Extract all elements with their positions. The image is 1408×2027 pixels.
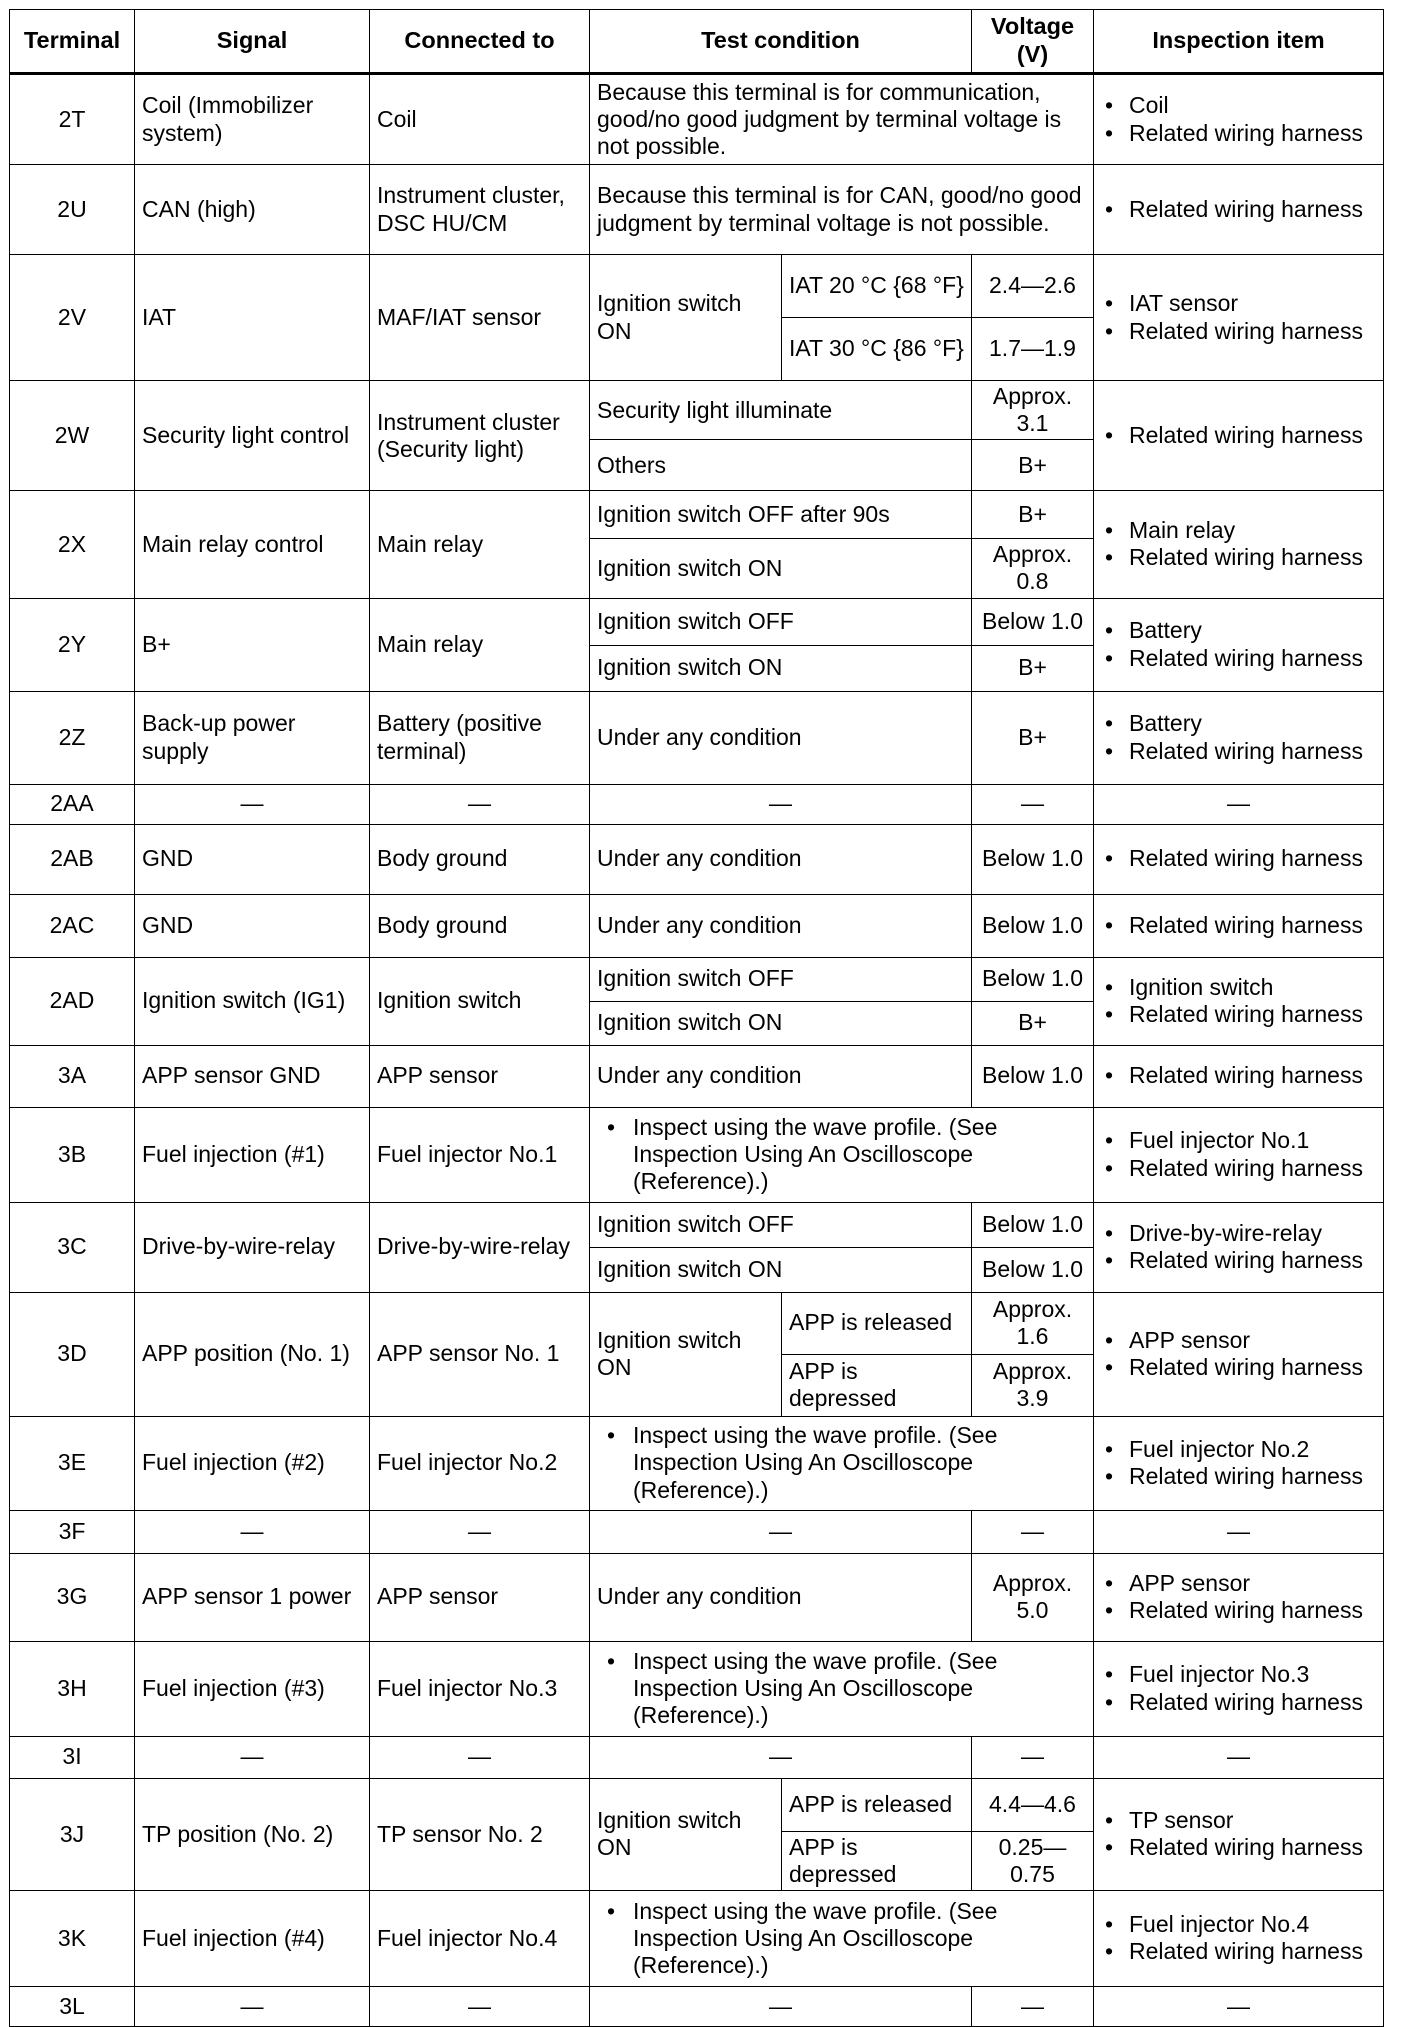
inspection-item-cell (1094, 255, 1384, 381)
connected-cell: Drive-by-wire-relay (370, 1202, 590, 1292)
table-row (10, 381, 1384, 440)
connected-cell: Body ground (370, 824, 590, 894)
table-row (10, 1553, 1384, 1641)
inspection-item-cell (1094, 1202, 1384, 1292)
connected-cell: MAF/IAT sensor (370, 255, 590, 381)
test-condition-cell (590, 1416, 1094, 1510)
table-body (10, 74, 1384, 2027)
list-item: • Related wiring harness (1101, 738, 1376, 765)
list-item: • Inspect using the wave profile. (See Inspection Using An Oscilloscope (Reference).) (597, 1422, 1086, 1503)
bullet-list (1101, 974, 1376, 1028)
header-terminal: Terminal (10, 10, 135, 74)
connected-cell: Fuel injector No.1 (370, 1107, 590, 1202)
terminal-cell: 3H (10, 1641, 135, 1736)
voltage-cell: B+ (972, 491, 1094, 539)
empty-cell: — (972, 784, 1094, 824)
inspection-item-cell (1094, 598, 1384, 691)
table-row (10, 1107, 1384, 1202)
terminal-cell: 3G (10, 1553, 135, 1641)
terminal-cell: 3F (10, 1510, 135, 1553)
empty-cell: — (590, 784, 972, 824)
bullet-list (1101, 912, 1376, 939)
empty-cell: — (135, 1510, 370, 1553)
test-condition-cell: Ignition switch OFF (590, 957, 972, 1001)
voltage-cell: Below 1.0 (972, 894, 1094, 957)
test-condition-cell: Under any condition (590, 691, 972, 784)
empty-cell: — (1094, 1510, 1384, 1553)
table-row (10, 1416, 1384, 1510)
table-row (10, 1510, 1384, 1553)
header-connected-to: Connected to (370, 10, 590, 74)
terminal-cell: 2AA (10, 784, 135, 824)
connected-cell: APP sensor (370, 1553, 590, 1641)
voltage-cell: B+ (972, 440, 1094, 491)
bullet-list (1101, 1807, 1376, 1861)
list-item: • IAT sensor (1101, 290, 1376, 317)
table-row (10, 491, 1384, 539)
test-condition-cell: Others (590, 440, 972, 491)
list-item: • Inspect using the wave profile. (See Inspection Using An Oscilloscope (Reference).) (597, 1648, 1086, 1729)
signal-cell: Coil (Immobilizer system) (135, 74, 370, 165)
voltage-cell: B+ (972, 1001, 1094, 1045)
sub-condition-cell: APP is depressed (782, 1831, 972, 1890)
table-row (10, 1292, 1384, 1354)
empty-cell: — (370, 784, 590, 824)
test-condition-cell: Ignition switch ON (590, 539, 972, 598)
table-row (10, 1778, 1384, 1831)
terminal-cell: 3C (10, 1202, 135, 1292)
voltage-cell: 4.4—4.6 (972, 1778, 1094, 1831)
terminal-cell: 3J (10, 1778, 135, 1890)
bullet-list (597, 1898, 1086, 1979)
sub-condition-cell: IAT 30 °C {86 °F} (782, 318, 972, 381)
inspection-item-cell (1094, 1778, 1384, 1890)
voltage-cell: Below 1.0 (972, 1247, 1094, 1292)
table-row (10, 255, 1384, 318)
voltage-cell: 1.7—1.9 (972, 318, 1094, 381)
list-item: • APP sensor (1101, 1570, 1376, 1597)
signal-cell: Fuel injection (#3) (135, 1641, 370, 1736)
bullet-list (1101, 617, 1376, 671)
bullet-list (1101, 196, 1376, 223)
list-item: • Related wiring harness (1101, 1597, 1376, 1624)
bullet-list (1101, 517, 1376, 571)
signal-cell: Security light control (135, 381, 370, 491)
voltage-cell: Approx. 5.0 (972, 1553, 1094, 1641)
list-item: • Related wiring harness (1101, 544, 1376, 571)
bullet-list (1101, 290, 1376, 344)
test-condition-cell: Under any condition (590, 824, 972, 894)
list-item: • Coil (1101, 92, 1376, 119)
signal-cell: Drive-by-wire-relay (135, 1202, 370, 1292)
test-condition-cell: Ignition switch OFF (590, 1202, 972, 1247)
empty-cell: — (590, 1510, 972, 1553)
inspection-item-cell (1094, 491, 1384, 598)
inspection-item-cell (1094, 1107, 1384, 1202)
voltage-cell: Below 1.0 (972, 1045, 1094, 1107)
voltage-cell: Below 1.0 (972, 1202, 1094, 1247)
terminal-cell: 2Z (10, 691, 135, 784)
signal-cell: TP position (No. 2) (135, 1778, 370, 1890)
voltage-cell: Approx. 1.6 (972, 1292, 1094, 1354)
list-item: • Fuel injector No.3 (1101, 1661, 1376, 1688)
header-voltage: Voltage (V) (972, 10, 1094, 74)
list-item: • TP sensor (1101, 1807, 1376, 1834)
table-row (10, 824, 1384, 894)
signal-cell: APP sensor GND (135, 1045, 370, 1107)
connected-cell: Body ground (370, 894, 590, 957)
list-item: • Battery (1101, 710, 1376, 737)
inspection-item-cell (1094, 1292, 1384, 1416)
table-row (10, 1736, 1384, 1778)
terminal-cell: 2AC (10, 894, 135, 957)
signal-cell: Main relay control (135, 491, 370, 598)
inspection-item-cell (1094, 381, 1384, 491)
connected-cell: Battery (positive terminal) (370, 691, 590, 784)
voltage-cell: B+ (972, 691, 1094, 784)
empty-cell: — (972, 1986, 1094, 2026)
test-condition-cell: Because this terminal is for CAN, good/no good judgment by terminal voltage is not possible. (590, 165, 1094, 255)
signal-cell: APP sensor 1 power (135, 1553, 370, 1641)
signal-cell: GND (135, 894, 370, 957)
voltage-cell: Approx. 0.8 (972, 539, 1094, 598)
list-item: • Related wiring harness (1101, 1463, 1376, 1490)
test-condition-cell: Ignition switch ON (590, 255, 782, 381)
test-condition-cell: Under any condition (590, 1045, 972, 1107)
empty-cell: — (590, 1736, 972, 1778)
bullet-list (1101, 92, 1376, 146)
terminal-cell: 3B (10, 1107, 135, 1202)
test-condition-cell: Security light illuminate (590, 381, 972, 440)
terminal-cell: 3I (10, 1736, 135, 1778)
table-row (10, 1045, 1384, 1107)
terminal-cell: 3D (10, 1292, 135, 1416)
list-item: • Related wiring harness (1101, 1354, 1376, 1381)
voltage-cell: 0.25—0.75 (972, 1831, 1094, 1890)
test-condition-cell: Because this terminal is for communication, good/no good judgment by terminal voltage is not possible. (590, 74, 1094, 165)
voltage-cell: Approx. 3.9 (972, 1354, 1094, 1416)
terminal-cell: 2Y (10, 598, 135, 691)
table-row (10, 894, 1384, 957)
list-item: • Related wiring harness (1101, 120, 1376, 147)
test-condition-cell (590, 1890, 1094, 1986)
list-item: • Fuel injector No.1 (1101, 1127, 1376, 1154)
inspection-item-cell (1094, 74, 1384, 165)
terminal-cell: 3A (10, 1045, 135, 1107)
list-item: • Related wiring harness (1101, 1938, 1376, 1965)
terminal-cell: 2X (10, 491, 135, 598)
inspection-item-cell (1094, 957, 1384, 1045)
signal-cell: Fuel injection (#2) (135, 1416, 370, 1510)
bullet-list (1101, 1570, 1376, 1624)
test-condition-cell: Ignition switch ON (590, 1778, 782, 1890)
bullet-list (1101, 1911, 1376, 1965)
terminal-cell: 2T (10, 74, 135, 165)
test-condition-cell: Ignition switch ON (590, 1247, 972, 1292)
table-row (10, 691, 1384, 784)
list-item: • Related wiring harness (1101, 1834, 1376, 1861)
inspection-item-cell (1094, 824, 1384, 894)
test-condition-cell: Ignition switch OFF (590, 598, 972, 645)
terminal-cell: 3E (10, 1416, 135, 1510)
voltage-cell: Approx. 3.1 (972, 381, 1094, 440)
list-item: • Battery (1101, 617, 1376, 644)
test-condition-cell: Under any condition (590, 1553, 972, 1641)
list-item: • APP sensor (1101, 1327, 1376, 1354)
test-condition-cell: Under any condition (590, 894, 972, 957)
signal-cell: Back-up power supply (135, 691, 370, 784)
terminal-cell: 2AD (10, 957, 135, 1045)
connected-cell: APP sensor (370, 1045, 590, 1107)
terminal-cell: 2W (10, 381, 135, 491)
list-item: • Related wiring harness (1101, 1247, 1376, 1274)
test-condition-cell: Ignition switch OFF after 90s (590, 491, 972, 539)
inspection-item-cell (1094, 1045, 1384, 1107)
signal-cell: GND (135, 824, 370, 894)
bullet-list (1101, 1062, 1376, 1089)
test-condition-cell (590, 1641, 1094, 1736)
bullet-list (1101, 1327, 1376, 1381)
bullet-list (1101, 1220, 1376, 1274)
inspection-item-cell (1094, 1416, 1384, 1510)
voltage-cell: Below 1.0 (972, 824, 1094, 894)
header-row (10, 10, 1384, 74)
connected-cell: Fuel injector No.4 (370, 1890, 590, 1986)
list-item: • Fuel injector No.2 (1101, 1436, 1376, 1463)
header-signal: Signal (135, 10, 370, 74)
connected-cell: TP sensor No. 2 (370, 1778, 590, 1890)
bullet-list (1101, 1661, 1376, 1715)
signal-cell: IAT (135, 255, 370, 381)
terminal-cell: 3L (10, 1986, 135, 2026)
inspection-item-cell (1094, 894, 1384, 957)
header-inspection-item: Inspection item (1094, 10, 1384, 74)
connected-cell: Coil (370, 74, 590, 165)
bullet-list (1101, 710, 1376, 764)
test-condition-cell (590, 1107, 1094, 1202)
list-item: • Main relay (1101, 517, 1376, 544)
table-row (10, 598, 1384, 645)
bullet-list (1101, 422, 1376, 449)
empty-cell: — (972, 1510, 1094, 1553)
list-item: • Related wiring harness (1101, 1689, 1376, 1716)
signal-cell: CAN (high) (135, 165, 370, 255)
empty-cell: — (135, 1736, 370, 1778)
table-row (10, 1890, 1384, 1986)
connected-cell: Instrument cluster (Security light) (370, 381, 590, 491)
voltage-cell: 2.4—2.6 (972, 255, 1094, 318)
voltage-cell: Below 1.0 (972, 598, 1094, 645)
inspection-item-cell (1094, 1641, 1384, 1736)
terminal-cell: 2V (10, 255, 135, 381)
signal-cell: APP position (No. 1) (135, 1292, 370, 1416)
empty-cell: — (135, 1986, 370, 2026)
table-row (10, 1202, 1384, 1247)
connected-cell: APP sensor No. 1 (370, 1292, 590, 1416)
connected-cell: Ignition switch (370, 957, 590, 1045)
list-item: • Related wiring harness (1101, 1155, 1376, 1182)
bullet-list (597, 1114, 1086, 1195)
sub-condition-cell: APP is released (782, 1778, 972, 1831)
signal-cell: Fuel injection (#4) (135, 1890, 370, 1986)
empty-cell: — (972, 1736, 1094, 1778)
table-row (10, 1641, 1384, 1736)
bullet-list (597, 1422, 1086, 1503)
table-row (10, 1986, 1384, 2026)
bullet-list (597, 1648, 1086, 1729)
terminal-cell: 2AB (10, 824, 135, 894)
inspection-item-cell (1094, 1890, 1384, 1986)
list-item: • Ignition switch (1101, 974, 1376, 1001)
empty-cell: — (1094, 784, 1384, 824)
list-item: • Related wiring harness (1101, 196, 1376, 223)
voltage-cell: Below 1.0 (972, 957, 1094, 1001)
bullet-list (1101, 1436, 1376, 1490)
sub-condition-cell: APP is released (782, 1292, 972, 1354)
signal-cell: B+ (135, 598, 370, 691)
list-item: • Fuel injector No.4 (1101, 1911, 1376, 1938)
bullet-list (1101, 1127, 1376, 1181)
empty-cell: — (370, 1736, 590, 1778)
empty-cell: — (135, 784, 370, 824)
empty-cell: — (590, 1986, 972, 2026)
table-row (10, 165, 1384, 255)
bullet-list (1101, 845, 1376, 872)
connected-cell: Main relay (370, 491, 590, 598)
terminal-voltage-table (9, 9, 1384, 2027)
empty-cell: — (1094, 1736, 1384, 1778)
table-row (10, 957, 1384, 1001)
inspection-item-cell (1094, 165, 1384, 255)
list-item: • Related wiring harness (1101, 1001, 1376, 1028)
inspection-item-cell (1094, 691, 1384, 784)
list-item: • Related wiring harness (1101, 422, 1376, 449)
empty-cell: — (1094, 1986, 1384, 2026)
list-item: • Inspect using the wave profile. (See Inspection Using An Oscilloscope (Reference).) (597, 1898, 1086, 1979)
connected-cell: Fuel injector No.2 (370, 1416, 590, 1510)
list-item: • Related wiring harness (1101, 1062, 1376, 1089)
test-condition-cell: Ignition switch ON (590, 645, 972, 691)
test-condition-cell: Ignition switch ON (590, 1292, 782, 1416)
list-item: • Related wiring harness (1101, 845, 1376, 872)
table-row (10, 74, 1384, 165)
list-item: • Related wiring harness (1101, 318, 1376, 345)
header-test-condition: Test condition (590, 10, 972, 74)
list-item: • Drive-by-wire-relay (1101, 1220, 1376, 1247)
table-row (10, 784, 1384, 824)
signal-cell: Fuel injection (#1) (135, 1107, 370, 1202)
connected-cell: Main relay (370, 598, 590, 691)
signal-cell: Ignition switch (IG1) (135, 957, 370, 1045)
list-item: • Related wiring harness (1101, 645, 1376, 672)
inspection-item-cell (1094, 1553, 1384, 1641)
sub-condition-cell: APP is depressed (782, 1354, 972, 1416)
sub-condition-cell: IAT 20 °C {68 °F} (782, 255, 972, 318)
terminal-cell: 2U (10, 165, 135, 255)
test-condition-cell: Ignition switch ON (590, 1001, 972, 1045)
empty-cell: — (370, 1510, 590, 1553)
connected-cell: Instrument cluster, DSC HU/CM (370, 165, 590, 255)
connected-cell: Fuel injector No.3 (370, 1641, 590, 1736)
list-item: • Inspect using the wave profile. (See Inspection Using An Oscilloscope (Reference).) (597, 1114, 1086, 1195)
terminal-cell: 3K (10, 1890, 135, 1986)
voltage-cell: B+ (972, 645, 1094, 691)
empty-cell: — (370, 1986, 590, 2026)
list-item: • Related wiring harness (1101, 912, 1376, 939)
